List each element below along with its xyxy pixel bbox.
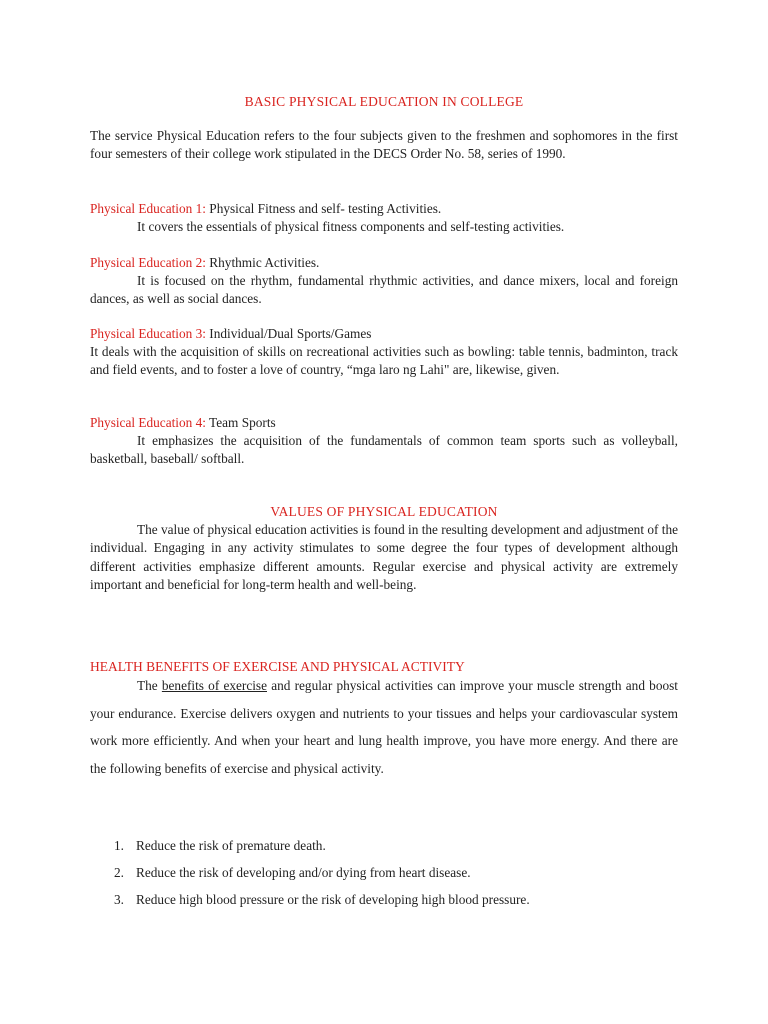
pe-2-heading [90,254,678,272]
pe-3-heading [90,325,678,343]
list-text: Reduce high blood pressure or the risk of developing high blood pressure. [136,892,530,907]
intro-paragraph: The service Physical Education refers to the four subjects given to the freshmen and sophomores in the first four semesters of their college work stipulated in the DECS Order No. 58, series of 1990. [90,128,678,162]
health-paragraph [90,672,678,782]
health-heading: HEALTH BENEFITS OF EXERCISE AND PHYSICAL ACTIVITY [90,659,465,674]
list-item [114,837,326,855]
list-text: Reduce the risk of developing and/or dying from heart disease. [136,865,471,880]
pe-1-name: Physical Fitness and self- testing Activities. [205,201,442,216]
pe-1-description: It covers the essentials of physical fitness components and self-testing activities. [137,219,565,234]
pe-3-description: It deals with the acquisition of skills on recreational activities such as bowling: table tennis, badminton, track and field events, and to foster a love of country, “mga laro ng Lahi" are, likewise, given. [90,344,678,378]
list-text: Reduce the risk of premature death. [136,838,326,853]
pe-2-label: Physical Education 2: [90,255,206,270]
benefits-of-exercise-link[interactable]: benefits of exercise [161,678,267,693]
values-paragraph: The value of physical education activities is found in the resulting development and adjustment of the individual. Engaging in any activity stimulates to some degree the four types of development although different activities emphasize different amounts. Regular exercise and physical activity are extremely important and beneficial for long-term health and well-being. [90,522,678,593]
list-number: 3. [114,892,124,907]
page-title: BASIC PHYSICAL EDUCATION IN COLLEGE [244,94,524,109]
values-heading: VALUES OF PHYSICAL EDUCATION [270,504,498,519]
pe-4-heading [90,414,678,432]
pe-1-label: Physical Education 1: [90,201,206,216]
pe-2-description: It is focused on the rhythm, fundamental rhythmic activities, and dance mixers, local and foreign dances, as well as social dances. [90,273,678,307]
pe-3-label: Physical Education 3: [90,326,206,341]
health-post: and regular physical activities can improve your muscle strength and boost your endurance. Exercise delivers oxygen and nutrients to your tissues and helps your cardiovascular system work more efficiently. And when your heart and lung health improve, you have more energy. And there are the following benefits of exercise and physical activity. [90,678,678,776]
pe-4-label: Physical Education 4: [90,415,206,430]
list-item [114,864,471,882]
health-pre: The [137,678,162,693]
list-number: 1. [114,838,124,853]
list-number: 2. [114,865,124,880]
pe-4-name: Team Sports [205,415,276,430]
list-item [114,891,530,909]
pe-1-heading [90,200,678,218]
pe-2-name: Rhythmic Activities. [205,255,320,270]
pe-4-description: It emphasizes the acquisition of the fundamentals of common team sports such as volleyball, basketball, baseball/ softball. [90,433,678,467]
pe-3-name: Individual/Dual Sports/Games [205,326,372,341]
